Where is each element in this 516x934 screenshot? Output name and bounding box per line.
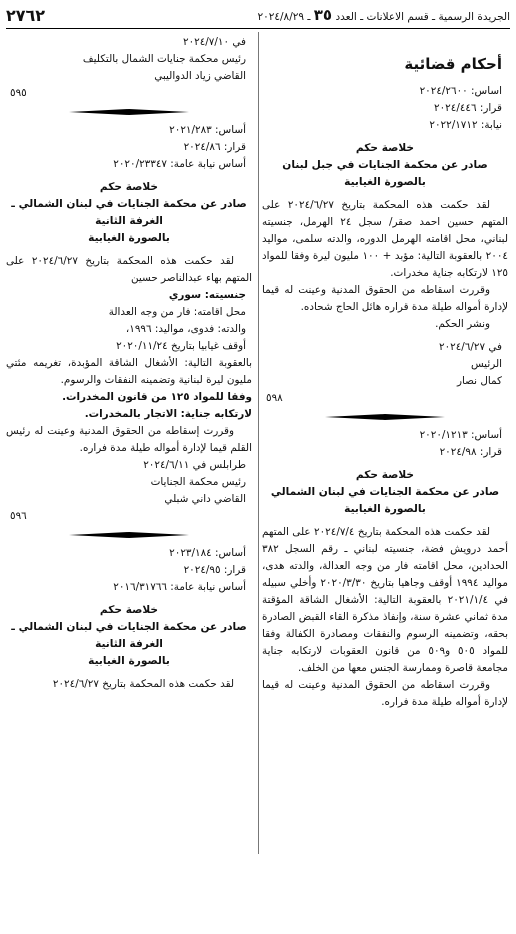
signature-role: رئيس محكمة جنايات الشمال بالتكليف	[82, 53, 246, 65]
running-title: الجريدة الرسمية ـ قسم الاعلانات ـ العدد	[335, 11, 510, 23]
signature-name: القاضي زياد الدواليبي	[154, 70, 246, 82]
running-header	[257, 6, 510, 24]
signature-name: القاضي داني شبلي	[164, 493, 246, 505]
case-decision: قرار: ٢٠٢٤/٩٨	[439, 446, 502, 458]
law-reference: وفقا للمواد ١٢٥ من قانون المخدرات.	[62, 391, 252, 403]
defendant-residence: محل اقامته: فار من وجه العدالة	[108, 306, 246, 318]
form-heading: بالصورة الغيابية	[88, 655, 170, 667]
case-decision: قرار: ٢٠٢٤/٩٥	[183, 564, 246, 576]
notice-number: ٥٩٥	[10, 87, 27, 99]
case-prosecution: أساس نيابة عامة: ٢٠٢٠/٢٣٣٤٧	[113, 158, 246, 170]
case-basis: أساس: ٢٠٢٣/١٨٤	[169, 547, 246, 559]
summary-heading: خلاصة حكم	[99, 604, 159, 616]
case-2023-184	[6, 545, 252, 693]
case-basis: أساس: ٢٠٢٠/١٢١٣	[419, 429, 502, 441]
crime-text: لارتكابه جناية: الاتجار بالمخدرات.	[84, 408, 252, 420]
notice-number: ٥٩٦	[10, 510, 27, 522]
publish-note: ونشر الحكم.	[435, 318, 490, 330]
chamber-heading: الغرفة الثانية	[95, 638, 163, 650]
issue-date: ـ ٢٠٢٤/٨/٢٩	[257, 11, 311, 23]
signature-name: كمال نصار	[456, 375, 502, 387]
column-divider	[258, 32, 259, 854]
signature-role: الرئيس	[470, 358, 502, 370]
case-decision: قرار: ٢٠٢٤/٨٦	[183, 141, 246, 153]
case-prosecution: نيابة: ٢٠٢٢/١٧١٢	[429, 119, 502, 131]
judgment-text: لقد حكمت هذه المحكمة بتاريخ ٢٠٢٤/٧/٤ على المتهم أحمد درويش فضة، جنسيته لبناني ـ رقم السجل ٣٨٢ الحدادين، محل اقامته فار من وجه العدالة، والدته هدى، مواليد ١٩٩٤ أوقف وجاهيا بتاريخ ٢٠٢٠/٣/٣٠ وأخلي سبيله في ٢٠٢١/١/٤ بالعقوبة التالية: الأشغال الشاقة المؤقتة مدة ثماني عشرة سنة، وإنفاذ مذكرة القاء القبض الصادرة بحقه، وتضمينه الرسوم والنفقات ومصادرة الكفالة وفقا للمواد ٥٠٥ و٥٠٩ من قانون العقوبات لارتكابه جناية مجامعة قاصرة وممارسة الجنس معها من الخلف.	[262, 526, 508, 674]
court-heading: صادر عن محكمة الجنايات في لبنان الشمالي ـ	[11, 621, 247, 633]
notice-number: ٥٩٨	[266, 392, 283, 404]
case-598	[262, 83, 508, 421]
judgment-text-2: وقررت إسقاطه من الحقوق المدنية وعينت له رئيس القلم قيما لإدارة أمواله طيلة مدة فراره.	[6, 425, 252, 454]
penalty-text: بالعقوبة التالية: الأشغال الشاقة المؤبدة، تغريمه مئتي مليون ليرة لبنانية وتضمينه النفقات والرسوم.	[6, 357, 252, 386]
form-heading: بالصورة الغيابية	[344, 176, 426, 188]
judgment-text: لقد حكمت هذه المحكمة بتاريخ ٢٠٢٤/٦/٢٧	[52, 678, 234, 690]
court-heading: صادر عن محكمة الجنايات في لبنان الشمالي	[270, 486, 500, 498]
case-basis: أساس: ٢٠٢١/٢٨٣	[169, 124, 246, 136]
summary-heading: خلاصة حكم	[355, 142, 415, 154]
judgment-text-2: وقررت اسقاطه من الحقوق المدنية وعينت له قيما لإدارة أمواله طيلة مدة فراره.	[262, 679, 508, 708]
case-prosecution: أساس نيابة عامة: ٢٠١٦/٣١٧٦٦	[113, 581, 246, 593]
signature-role: رئيس محكمة الجنايات	[150, 476, 246, 488]
separator	[262, 413, 508, 421]
defendant-arrest: أوقف غيابيا بتاريخ ٢٠٢٠/١١/٢٤	[116, 340, 246, 352]
summary-heading: خلاصة حكم	[355, 469, 415, 481]
case-2020-1213	[262, 427, 508, 711]
court-heading: صادر عن محكمة الجنايات في جبل لبنان	[282, 159, 488, 171]
separator-ornament	[325, 413, 445, 421]
judgment-text: لقد حكمت هذه المحكمة بتاريخ ٢٠٢٤/٦/٢٧ على المتهم حسين احمد صقر/ سجل ٢٤ الهرمل، جنسيته لبناني، محل اقامته الهرمل الدوره، والدته سلمى، مواليد ٢٠٠٤ بالعقوبة التالية: مؤبد + ١٠٠ مليون ليرة وفقا للمواد ١٢٥ لارتكابه جناية مخدرات.	[262, 199, 508, 279]
header-rule	[6, 28, 510, 29]
separator-ornament	[69, 108, 189, 116]
case-595-end	[6, 34, 252, 116]
page-number: ٢٧٦٢	[6, 5, 46, 25]
separator-ornament	[69, 531, 189, 539]
signature-date: في ٢٠٢٤/٧/١٠	[182, 36, 246, 48]
separator	[6, 108, 252, 116]
judgment-text-2: وقررت اسقاطه من الحقوق المدنية وعينت له قيما لإدارة أمواله طيلة مدة قراره هائل الحاج شحاده.	[262, 284, 508, 313]
defendant-mother: والدته: فدوى، مواليد: ١٩٩٦،	[125, 323, 246, 335]
signature-date: في ٢٠٢٤/٦/٢٧	[438, 341, 502, 353]
case-decision: قرار: ٢٠٢٤/٤٤٦	[434, 102, 502, 114]
form-heading: بالصورة الغيابية	[88, 232, 170, 244]
section-title: أحكام قضائية	[404, 55, 502, 73]
summary-heading: خلاصة حكم	[99, 181, 159, 193]
page-header	[6, 4, 510, 26]
court-heading: صادر عن محكمة الجنايات في لبنان الشمالي ـ	[11, 198, 247, 210]
separator	[6, 531, 252, 539]
left-column	[6, 34, 252, 693]
right-column	[262, 34, 508, 711]
signature-date: طرابلس في ٢٠٢٤/٦/١١	[143, 459, 246, 471]
issue-number: ٣٥	[313, 6, 333, 24]
chamber-heading: الغرفة الثانية	[95, 215, 163, 227]
judgment-text: لقد حكمت هذه المحكمة بتاريخ ٢٠٢٤/٦/٢٧ على المتهم بهاء عبدالناصر حسين	[6, 255, 252, 284]
defendant-nationality: جنسيته: سوري	[168, 289, 246, 301]
case-596	[6, 122, 252, 539]
case-basis: اساس: ٢٠٢٤/٢٦٠٠	[419, 85, 502, 97]
form-heading: بالصورة الغيابية	[344, 503, 426, 515]
